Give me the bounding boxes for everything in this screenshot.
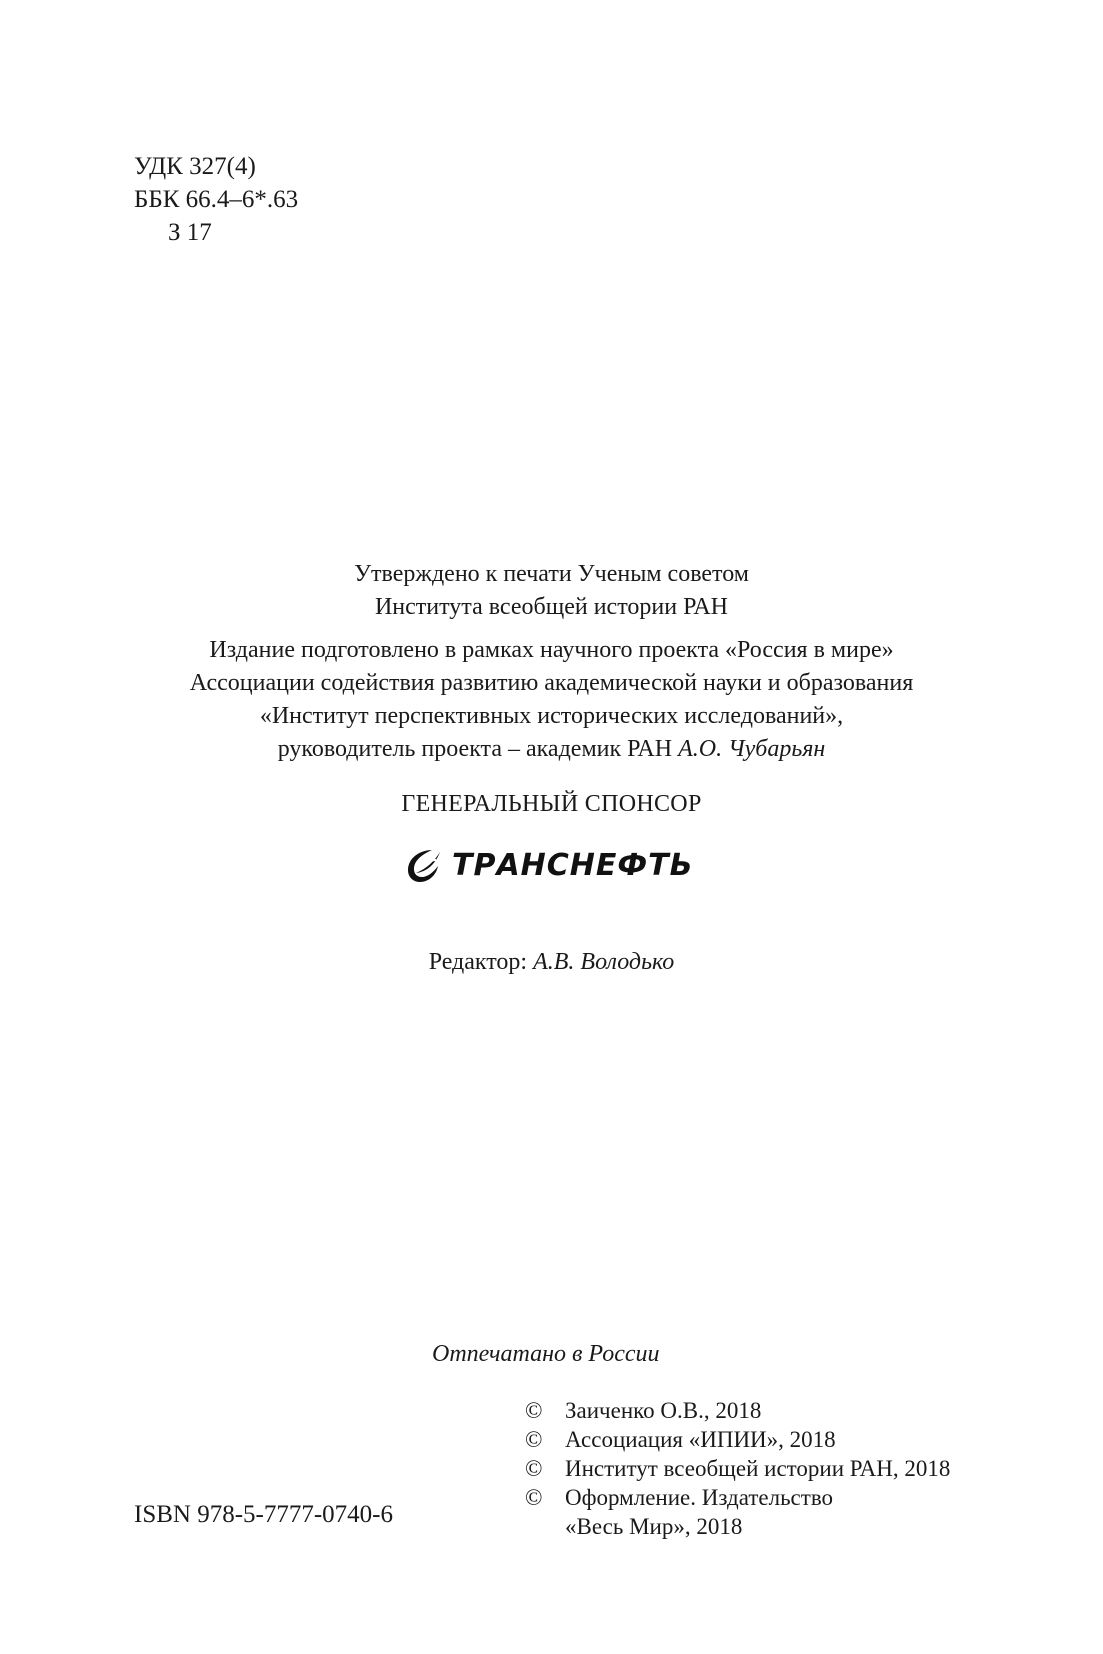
copyright-icon-placeholder bbox=[525, 1512, 565, 1541]
approval-note bbox=[0, 558, 1103, 624]
copyright-icon: © bbox=[525, 1427, 543, 1452]
copyright-item bbox=[525, 1425, 950, 1454]
copyright-icon: © bbox=[525, 1456, 543, 1481]
sponsor-logo bbox=[402, 846, 702, 886]
approval-line: Института всеобщей истории РАН bbox=[374, 594, 729, 620]
project-leader-name: А.О. Чубарьян bbox=[678, 736, 826, 762]
copyright-text: Оформление. Издательство bbox=[565, 1485, 834, 1510]
isbn: ISBN 978-5-7777-0740-6 bbox=[134, 1501, 394, 1528]
copyright-icon: © bbox=[525, 1398, 543, 1423]
transneft-drop-icon bbox=[402, 846, 446, 886]
copyright-text: Институт всеобщей истории РАН, 2018 bbox=[565, 1456, 951, 1481]
sponsor-logo-text: ТРАНСНЕФТЬ bbox=[452, 848, 694, 883]
copyright-item bbox=[525, 1396, 950, 1425]
copyright-text: Ассоциация «ИПИИ», 2018 bbox=[565, 1427, 836, 1452]
classification-block bbox=[134, 150, 298, 249]
copyright-item bbox=[525, 1454, 950, 1483]
editor-name: А.В. Володько bbox=[533, 949, 675, 975]
copyright-icon: © bbox=[525, 1485, 543, 1510]
approval-line: Утверждено к печати Ученым советом bbox=[354, 561, 749, 587]
editor-label: Редактор: bbox=[428, 949, 534, 975]
udk-code: УДК 327(4) bbox=[134, 153, 256, 180]
project-line: «Институт перспективных исторических исследований», bbox=[259, 703, 844, 729]
author-mark: З 17 bbox=[168, 219, 212, 246]
copyright-item-continued bbox=[525, 1512, 950, 1541]
project-line: Ассоциации содействия развитию академической науки и образования bbox=[189, 670, 914, 696]
project-leader-prefix: руководитель проекта – академик РАН bbox=[277, 736, 679, 762]
sponsor-label: ГЕНЕРАЛЬНЫЙ СПОНСОР bbox=[401, 791, 702, 817]
project-note bbox=[0, 634, 1103, 766]
copyright-text: Заиченко О.В., 2018 bbox=[565, 1398, 762, 1423]
copyright-list bbox=[525, 1396, 950, 1541]
bbk-code: ББК 66.4–6*.63 bbox=[134, 186, 299, 213]
editor-note bbox=[0, 946, 1103, 979]
project-line: Издание подготовлено в рамках научного проекта «Россия в мире» bbox=[209, 637, 894, 663]
copyright-text: «Весь Мир», 2018 bbox=[565, 1514, 743, 1539]
project-leader-line bbox=[0, 733, 1103, 766]
printed-in-russia: Отпечатано в России bbox=[432, 1341, 660, 1367]
copyright-item bbox=[525, 1483, 950, 1512]
